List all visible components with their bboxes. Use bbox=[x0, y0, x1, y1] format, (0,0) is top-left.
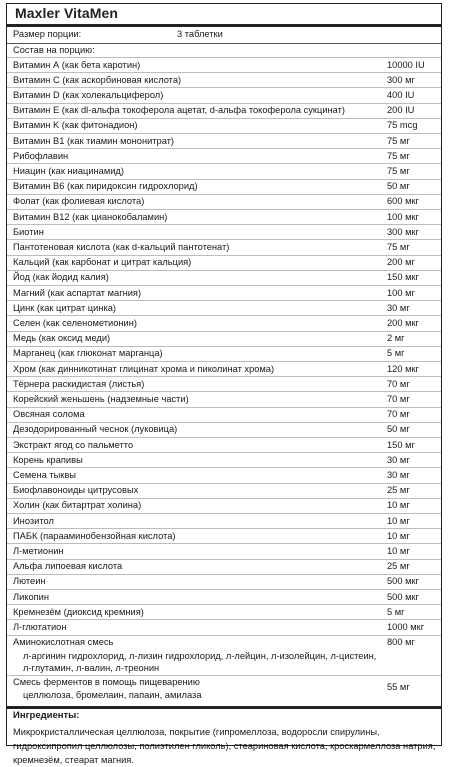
nutrient-name: Ликопин bbox=[13, 591, 49, 602]
nutrient-name: Марганец (как глюконат марганца) bbox=[13, 348, 163, 359]
nutrient-row bbox=[7, 407, 441, 423]
nutrient-name: Л-глютатион bbox=[13, 621, 67, 632]
nutrient-amount: 5 мг bbox=[387, 348, 405, 359]
nutrient-amount: 100 мг bbox=[387, 287, 415, 298]
enzyme-blend-name: Смесь ферментов в помощь пищеварению bbox=[13, 677, 200, 688]
nutrient-amount: 300 мкг bbox=[387, 226, 419, 237]
serving-size-label: Размер порции: bbox=[13, 29, 82, 39]
nutrient-amount: 70 мг bbox=[387, 393, 410, 404]
nutrient-amount: 75 мг bbox=[387, 135, 410, 146]
enzyme-blend-components: целлюлоза, бромелаин, папаин, амилаза bbox=[23, 689, 202, 700]
nutrient-row bbox=[7, 361, 441, 377]
nutrient-amount: 50 мг bbox=[387, 424, 410, 435]
nutrient-amount: 2 мг bbox=[387, 333, 405, 344]
nutrient-row bbox=[7, 483, 441, 499]
enzyme-blend-row bbox=[7, 675, 441, 706]
nutrient-row bbox=[7, 224, 441, 240]
nutrient-row bbox=[7, 194, 441, 210]
nutrient-amount: 200 мг bbox=[387, 257, 415, 268]
nutrient-amount: 70 мг bbox=[387, 409, 410, 420]
nutrient-row bbox=[7, 133, 441, 149]
nutrient-row bbox=[7, 87, 441, 103]
amino-blend-row bbox=[7, 635, 441, 676]
nutrient-row bbox=[7, 513, 441, 529]
nutrient-row bbox=[7, 239, 441, 255]
nutrient-name: Рибофлавин bbox=[13, 150, 69, 161]
nutrient-name: Витамин D (как холекальциферол) bbox=[13, 89, 164, 100]
nutrient-name: Биофлавоноиды цитрусовых bbox=[13, 485, 139, 496]
ingredients-text: Микрокристаллическая целлюлоза, покрытие (гипромеллоза, водоросли спирулины, гидроксипропил целлюлозы, полиэтилен гликоль), стеариновая кислота, кроскармеллоза натрия, кремнезём, стеарат магния. bbox=[13, 726, 436, 765]
serving-size-value: 3 таблетки bbox=[177, 29, 223, 39]
product-title: Maxler VitaMen bbox=[15, 5, 119, 21]
nutrient-row bbox=[7, 528, 441, 544]
nutrient-amount: 150 мг bbox=[387, 439, 415, 450]
nutrient-name: Хром (как динникотинат глицинат хрома и пиколинат хрома) bbox=[13, 363, 275, 374]
ingredients-divider bbox=[7, 706, 441, 709]
nutrient-row bbox=[7, 574, 441, 590]
nutrient-row bbox=[7, 57, 441, 73]
nutrient-row bbox=[7, 543, 441, 559]
nutrient-amount: 75 mcg bbox=[387, 120, 418, 131]
nutrient-name: Инозитол bbox=[13, 515, 54, 526]
serving-divider bbox=[7, 43, 441, 44]
nutrient-amount: 50 мг bbox=[387, 181, 410, 192]
nutrient-name: Ниацин (как ниацинамид) bbox=[13, 165, 124, 176]
nutrient-amount: 120 мкг bbox=[387, 363, 419, 374]
nutrient-name: Биотин bbox=[13, 226, 44, 237]
nutrient-name: ПАБК (парааминобензойная кислота) bbox=[13, 530, 176, 541]
amino-blend-amount: 800 мг bbox=[387, 637, 415, 648]
nutrient-amount: 200 мкг bbox=[387, 317, 419, 328]
nutrient-name: Фолат (как фолиевая кислота) bbox=[13, 196, 145, 207]
nutrient-row bbox=[7, 452, 441, 468]
enzyme-blend-amount: 55 мг bbox=[387, 681, 410, 692]
nutrient-name: Семена тыквы bbox=[13, 469, 76, 480]
nutrient-row bbox=[7, 422, 441, 438]
nutrient-amount: 10 мг bbox=[387, 545, 410, 556]
nutrient-name: Альфа липоевая кислота bbox=[13, 561, 123, 572]
nutrient-amount: 25 мг bbox=[387, 485, 410, 496]
nutrient-name: Медь (как оксид меди) bbox=[13, 333, 111, 344]
nutrient-amount: 300 мг bbox=[387, 74, 415, 85]
nutrient-amount: 500 мкг bbox=[387, 576, 419, 587]
ingredients-heading: Ингредиенты: bbox=[13, 709, 80, 721]
nutrient-row bbox=[7, 559, 441, 575]
nutrient-row bbox=[7, 346, 441, 362]
nutrient-name: Йод (как йодид калия) bbox=[13, 272, 109, 283]
nutrient-row bbox=[7, 300, 441, 316]
nutrient-row bbox=[7, 179, 441, 195]
title-divider bbox=[7, 24, 441, 27]
nutrient-name: Корень крапивы bbox=[13, 454, 83, 465]
amino-blend-name: Аминокислотная смесь bbox=[13, 637, 114, 648]
nutrient-amount: 600 мкг bbox=[387, 196, 419, 207]
nutrient-name: Холин (как битартрат холина) bbox=[13, 500, 142, 511]
nutrient-name: Овсяная солома bbox=[13, 409, 85, 420]
nutrient-name: Пантотеновая кислота (как d-кальций пантотенат) bbox=[13, 241, 230, 252]
nutrient-name: Витамин С (как аскорбиновая кислота) bbox=[13, 74, 182, 85]
amino-blend-detail-cont: л-глутамин, л-валин, л-треонин bbox=[23, 662, 160, 673]
nutrient-row bbox=[7, 619, 441, 635]
nutrient-name: Кальций (как карбонат и цитрат кальция) bbox=[13, 257, 192, 268]
nutrient-amount: 5 мг bbox=[387, 606, 405, 617]
nutrient-name: Витамин K (как фитонадион) bbox=[13, 120, 138, 131]
nutrient-name: Корейский женьшень (надземные части) bbox=[13, 393, 189, 404]
nutrient-row bbox=[7, 255, 441, 271]
nutrient-amount: 75 мг bbox=[387, 241, 410, 252]
nutrient-amount: 500 мкг bbox=[387, 591, 419, 602]
nutrient-amount: 75 мг bbox=[387, 150, 410, 161]
nutrient-amount: 30 мг bbox=[387, 469, 410, 480]
nutrient-row bbox=[7, 604, 441, 620]
nutrient-amount: 100 мкг bbox=[387, 211, 419, 222]
nutrient-name: Витамин E (как dl-альфа токоферола ацетат, d-альфа токоферола сукцинат) bbox=[13, 105, 345, 116]
nutrient-amount: 1000 мкг bbox=[387, 621, 425, 632]
nutrient-amount: 400 IU bbox=[387, 89, 415, 100]
nutrient-name: Тёрнера раскидистая (листья) bbox=[13, 378, 145, 389]
nutrient-amount: 30 мг bbox=[387, 302, 410, 313]
nutrient-name: Дезодорированный чеснок (луковица) bbox=[13, 424, 178, 435]
nutrient-amount: 10 мг bbox=[387, 500, 410, 511]
nutrient-amount: 150 мкг bbox=[387, 272, 419, 283]
nutrient-name: Магний (как аспартат магния) bbox=[13, 287, 142, 298]
nutrient-amount: 10 мг bbox=[387, 530, 410, 541]
nutrient-amount: 10 мг bbox=[387, 515, 410, 526]
nutrient-name: Л-метионин bbox=[13, 545, 64, 556]
nutrient-row bbox=[7, 315, 441, 331]
nutrient-row bbox=[7, 209, 441, 225]
nutrient-row bbox=[7, 376, 441, 392]
nutrient-row bbox=[7, 498, 441, 514]
nutrient-row bbox=[7, 270, 441, 286]
nutrient-row bbox=[7, 72, 441, 88]
nutrient-name: Селен (как селенометионин) bbox=[13, 317, 137, 328]
supplement-facts-panel bbox=[6, 3, 442, 765]
nutrient-amount: 30 мг bbox=[387, 454, 410, 465]
nutrient-row bbox=[7, 103, 441, 119]
per-serving-heading: Состав на порцию: bbox=[13, 45, 95, 55]
nutrient-amount: 10000 IU bbox=[387, 59, 425, 70]
nutrient-row bbox=[7, 148, 441, 164]
nutrient-name: Цинк (как цитрат цинка) bbox=[13, 302, 116, 313]
nutrient-row bbox=[7, 118, 441, 134]
nutrient-row bbox=[7, 437, 441, 453]
nutrient-amount: 75 мг bbox=[387, 165, 410, 176]
nutrient-name: Витамин B6 (как пиридоксин гидрохлорид) bbox=[13, 181, 198, 192]
nutrient-name: Лютеин bbox=[13, 576, 46, 587]
nutrient-name: Витамин А (как бета каротин) bbox=[13, 59, 141, 70]
nutrient-row bbox=[7, 391, 441, 407]
nutrient-name: Витамин B12 (как цианокобаламин) bbox=[13, 211, 168, 222]
nutrient-row bbox=[7, 163, 441, 179]
nutrient-row bbox=[7, 467, 441, 483]
nutrient-amount: 25 мг bbox=[387, 561, 410, 572]
nutrient-name: Витамин B1 (как тиамин мононитрат) bbox=[13, 135, 175, 146]
nutrient-name: Экстракт ягод со пальметто bbox=[13, 439, 134, 450]
nutrient-amount: 200 IU bbox=[387, 105, 415, 116]
nutrient-row bbox=[7, 285, 441, 301]
amino-blend-detail: л-аргинин гидрохлорид, л-лизин гидрохлорид, л-лейцин, л-изолейцин, л-цистеин, bbox=[23, 650, 377, 661]
nutrient-row bbox=[7, 589, 441, 605]
nutrient-amount: 70 мг bbox=[387, 378, 410, 389]
nutrient-row bbox=[7, 331, 441, 347]
nutrient-name: Кремнезём (диоксид кремния) bbox=[13, 606, 144, 617]
